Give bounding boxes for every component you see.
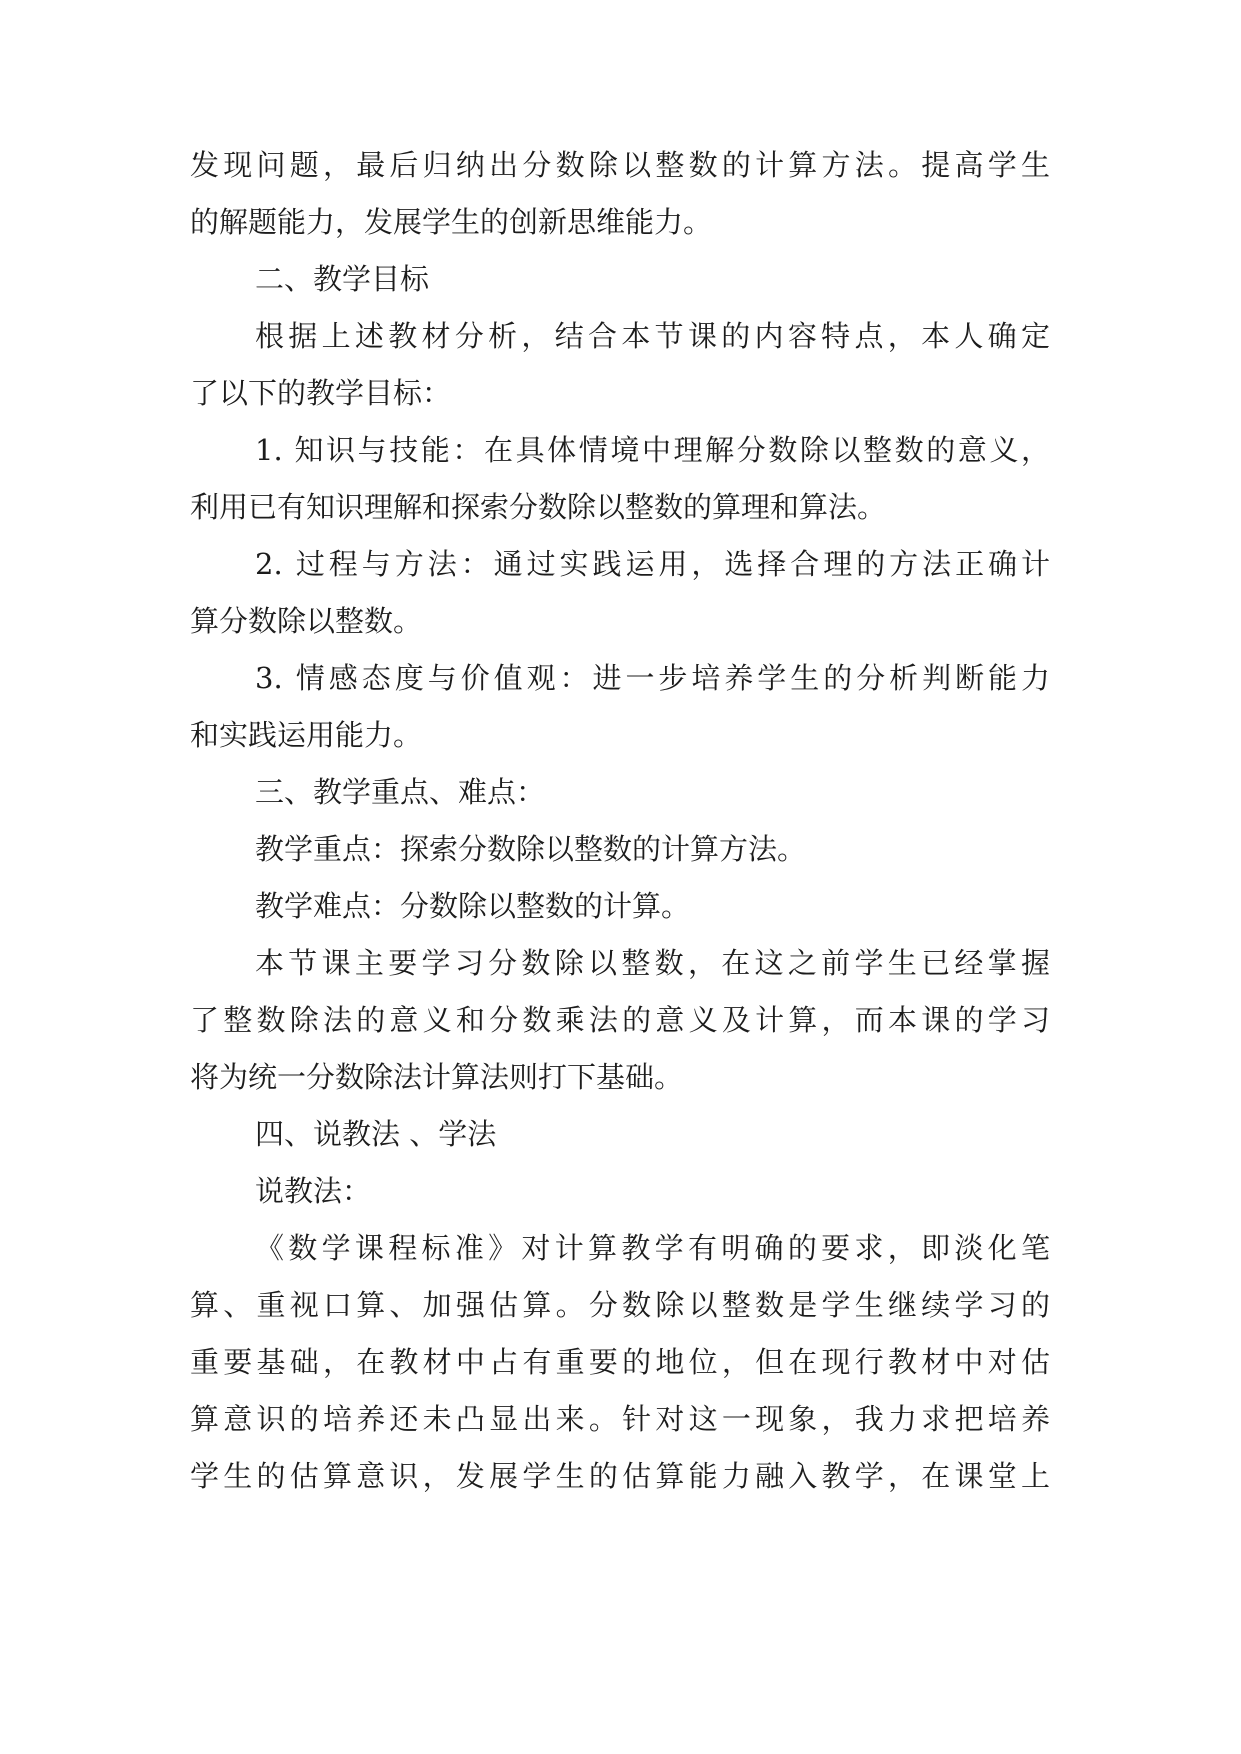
paragraph-line: 算意识的培养还未凸显出来。针对这一现象，我力求把培养 xyxy=(190,1402,1050,1436)
paragraph-line: 算、重视口算、加强估算。分数除以整数是学生继续学习的 xyxy=(190,1288,1050,1322)
paragraph-line: 将为统一分数除法计算法则打下基础。 xyxy=(190,1060,684,1094)
list-item-line: 1. 知识与技能：在具体情境中理解分数除以整数的意义， xyxy=(255,433,1050,467)
paragraph-line: 教学重点：探索分数除以整数的计算方法。 xyxy=(255,832,807,866)
section-heading: 三、教学重点、难点： xyxy=(255,775,546,809)
paragraph-line: 重要基础，在教材中占有重要的地位，但在现行教材中对估 xyxy=(190,1345,1050,1379)
paragraph-line: 发现问题，最后归纳出分数除以整数的计算方法。提高学生 xyxy=(190,148,1050,182)
list-item-line: 3. 情感态度与价值观：进一步培养学生的分析判断能力 xyxy=(255,661,1050,695)
paragraph-line: 本节课主要学习分数除以整数，在这之前学生已经掌握 xyxy=(255,946,1050,980)
list-item-line: 2. 过程与方法：通过实践运用，选择合理的方法正确计 xyxy=(255,547,1050,581)
section-heading: 二、教学目标 xyxy=(255,262,430,296)
list-item-line: 利用已有知识理解和探索分数除以整数的算理和算法。 xyxy=(190,490,887,524)
section-heading: 四、说教法 、学法 xyxy=(255,1117,497,1151)
list-item-line: 算分数除以整数。 xyxy=(190,604,423,638)
paragraph-line: 学生的估算意识，发展学生的估算能力融入教学，在课堂上 xyxy=(190,1459,1050,1493)
paragraph-line: 的解题能力，发展学生的创新思维能力。 xyxy=(190,205,713,239)
paragraph-line: 根据上述教材分析，结合本节课的内容特点，本人确定 xyxy=(255,319,1050,353)
subsection-heading: 说教法： xyxy=(255,1174,372,1208)
paragraph-line: 教学难点：分数除以整数的计算。 xyxy=(255,889,691,923)
paragraph-line: 《数学课程标准》对计算教学有明确的要求，即淡化笔 xyxy=(255,1231,1050,1265)
paragraph-line: 了以下的教学目标： xyxy=(190,376,452,410)
list-item-line: 和实践运用能力。 xyxy=(190,718,423,752)
paragraph-line: 了整数除法的意义和分数乘法的意义及计算，而本课的学习 xyxy=(190,1003,1050,1037)
